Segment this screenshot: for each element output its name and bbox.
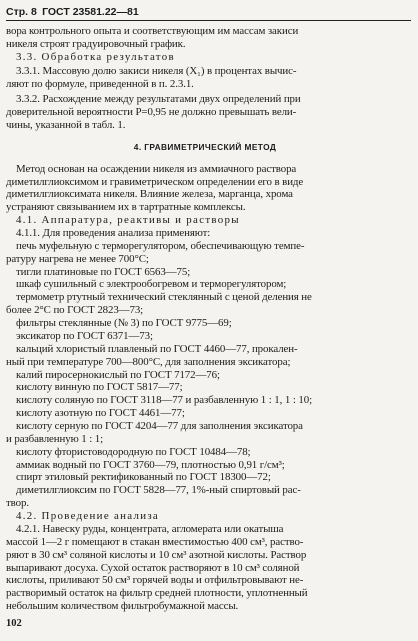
text-line: диметилглиоксимом и гравиметрическом определении его в виде xyxy=(6,175,304,188)
header-standard: ГОСТ 23581.22—81 xyxy=(42,6,139,18)
text-line: диметилглиоксимата никеля. Влияние железа, марганца, хрома xyxy=(6,188,293,201)
section-heading: 4. ГРАВИМЕТРИЧЕСКИЙ МЕТОД xyxy=(133,142,277,153)
text-line: 3.3.2. Расхождение между результатами двух определений при xyxy=(16,92,301,105)
text-line: калий пиросернокислый по ГОСТ 7172—76; xyxy=(16,368,220,381)
page-header xyxy=(6,6,139,18)
text-line: ляют по формуле, приведенной в п. 2.3.1. xyxy=(6,78,194,91)
header-rule xyxy=(6,20,411,21)
section-subheading: 3.3. Обработка результатов xyxy=(16,50,175,63)
text-line: кислоту соляную по ГОСТ 3118—77 и разбавленную 1 : 1, 1 : 10; xyxy=(16,394,312,407)
text-line: 4.1.1. Для проведения анализа применяют: xyxy=(16,227,211,240)
text-line: тигли платиновые по ГОСТ 6563—75; xyxy=(16,265,191,278)
text-line: кислоту винную по ГОСТ 5817—77; xyxy=(16,381,183,394)
text-line: доверительной вероятности P=0,95 не должно превышать вели- xyxy=(6,105,297,118)
text-line: аммиак водный по ГОСТ 3760—79, плотностью 0,91 г/см³; xyxy=(16,458,285,471)
header-page-label: Стр. 8 xyxy=(6,6,37,18)
text-line: устраняют связыванием их в тартратные комплексы. xyxy=(6,201,246,214)
text-line: чины, указанной в табл. 1. xyxy=(6,118,126,131)
text-line: кислоту фтористоводородную по ГОСТ 10484—78; xyxy=(16,445,251,458)
text-line: 4.2.1. Навеску руды, концентрата, агломерата или окатыша xyxy=(16,522,284,535)
text-line: растворимый остаток на фильтр средней плотности, уплотненный xyxy=(6,587,308,600)
text-line: термометр ртутный технический стеклянный с ценой деления не xyxy=(16,291,312,304)
text-line: массой 1—2 г помещают в стакан вместимостью 400 см³, раство- xyxy=(6,535,304,548)
text-line: кальций хлористый плавленый по ГОСТ 4460—77, прокален- xyxy=(16,342,298,355)
page-number: 102 xyxy=(6,618,22,629)
text-line: выпаривают досуха. Сухой остаток растворяют в 10 см³ соляной xyxy=(6,561,300,574)
text-line: никеля строят градуировочный график. xyxy=(6,37,186,50)
text-line: ный при температуре 700—800°С, для заполнения эксикатора; xyxy=(6,355,291,368)
text-line: диметилглиоксим по ГОСТ 5828—77, 1%-ный спиртовый рас- xyxy=(16,484,301,497)
section-subheading: 4.1. Аппаратура, реактивы и растворы xyxy=(16,214,240,227)
text-line: вора контрольного опыта и соответствующим им массам закиси xyxy=(6,24,299,37)
text-line: кислоту серную по ГОСТ 4204—77 для заполнения эксикатора xyxy=(16,420,303,432)
text-line: ратуру нагрева не менее 700°С; xyxy=(6,252,149,265)
text-line: фильтры стеклянные (№ 3) по ГОСТ 9775—69; xyxy=(16,317,232,330)
text-line: печь муфельную с терморегулятором, обеспечивающую темпе- xyxy=(16,239,305,252)
text-line: эксикатор по ГОСТ 6371—73; xyxy=(16,329,153,342)
text-line: 3.3.1. Массовую долю закиси никеля (X₁) в процентах вычис- xyxy=(16,65,297,78)
text-line: спирт этиловый ректификованный по ГОСТ 18300—72; xyxy=(16,471,271,484)
text-line: и разбавленную 1 : 1; xyxy=(6,432,104,445)
section-subheading: 4.2. Проведение анализа xyxy=(16,510,160,523)
text-line: шкаф сушильный с электрообогревом и терморегулятором; xyxy=(16,278,287,291)
text-line: кислоты, приливают 50 см³ горячей воды и отфильтровывают не- xyxy=(6,574,304,587)
text-line: Метод основан на осаждении никеля из аммиачного раствора xyxy=(16,162,297,175)
text-line: кислоту азотную по ГОСТ 4461—77; xyxy=(16,407,185,420)
text-line: ряют в 30 см³ соляной кислоты и 10 см³ азотной кислоты. Раствор xyxy=(6,548,307,561)
text-line: более 2°С по ГОСТ 2823—73; xyxy=(6,304,144,317)
text-line: твор. xyxy=(6,497,29,510)
text-line: небольшим количеством фильтробумажной массы. xyxy=(6,600,239,613)
